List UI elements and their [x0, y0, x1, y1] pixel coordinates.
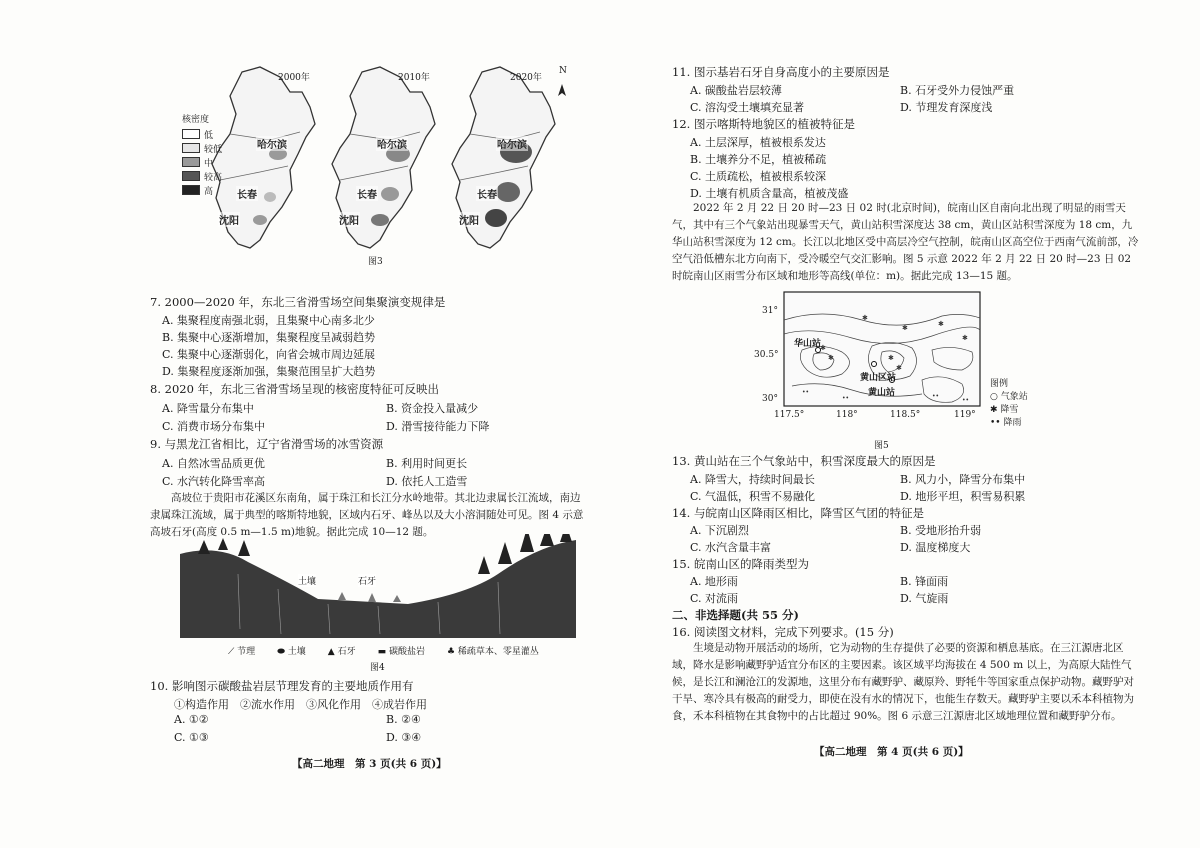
station-label-huangshan: 黄山站	[868, 388, 896, 398]
q8-option-d[interactable]: D. 滑雪接待能力下降	[386, 420, 490, 433]
svg-text:✱: ✱	[820, 344, 826, 352]
city-label-shenyang-3: 沈阳	[458, 212, 480, 227]
lat-label-30: 30°	[762, 394, 778, 404]
q13-option-d[interactable]: D. 地形平坦，积雪易积累	[900, 490, 1026, 503]
fig4-label-stone-tooth: 石牙	[358, 574, 376, 587]
legend-label: 碳酸盐岩	[388, 647, 425, 657]
q16-stem: 16. 阅读图文材料，完成下列要求。(15 分)	[672, 625, 894, 639]
legend-row-lower	[182, 141, 222, 155]
figure-5	[754, 290, 1012, 451]
q11-option-b[interactable]: B. 石牙受外力侵蚀严重	[900, 84, 1015, 97]
q8-option-c[interactable]: C. 消费市场分布集中	[162, 420, 266, 433]
svg-text:••: ••	[932, 393, 940, 400]
legend-row-high	[182, 183, 222, 197]
q9-option-c[interactable]: C. 水汽转化降雪率高	[162, 475, 266, 488]
figure-4	[178, 534, 578, 664]
q13-option-c[interactable]: C. 气温低，积雪不易融化	[690, 490, 816, 503]
q13-option-b[interactable]: B. 风力小，降雪分布集中	[900, 473, 1026, 486]
figure-3-caption: 图3	[368, 257, 383, 267]
figure-5-legend	[990, 376, 1028, 428]
city-label-harbin-2: 哈尔滨	[376, 136, 408, 151]
svg-text:✱: ✱	[862, 314, 868, 322]
q15-option-c[interactable]: C. 对流雨	[690, 592, 739, 605]
q10-option-a[interactable]: A. ①②	[174, 713, 209, 726]
q12-option-a[interactable]: A. 土层深厚，植被根系发达	[690, 136, 826, 149]
svg-text:✱: ✱	[896, 364, 902, 372]
legend-row-low	[182, 127, 222, 141]
legend-label: 节理	[237, 647, 256, 657]
map-year-2020: 2020年	[510, 73, 542, 83]
legend-label: 较高	[204, 172, 223, 183]
lon-label-119: 119°	[954, 410, 976, 420]
q9-option-b[interactable]: B. 利用时间更长	[386, 457, 468, 470]
q9-option-d[interactable]: D. 依托人工造雪	[386, 475, 468, 488]
legend-row-snow	[990, 402, 1028, 415]
legend-label: 较低	[204, 144, 223, 155]
city-label-shenyang-1: 沈阳	[218, 212, 240, 227]
q15-stem: 15. 皖南山区的降雨类型为	[672, 557, 809, 571]
svg-text:✱: ✱	[902, 324, 908, 332]
legend-title: 核密度	[182, 115, 210, 125]
map-year-2000: 2000年	[278, 73, 310, 83]
q15-option-b[interactable]: B. 锋面雨	[900, 575, 949, 588]
q10-option-b[interactable]: B. ②④	[386, 713, 421, 726]
q14-option-c[interactable]: C. 水汽含量丰富	[690, 541, 772, 554]
fig4-legend-joint	[228, 644, 255, 657]
city-label-harbin-3: 哈尔滨	[496, 136, 528, 151]
lat-label-30-5: 30.5°	[754, 350, 779, 360]
station-label-huangshanqu: 黄山区站	[860, 373, 897, 383]
joint-icon: ⟋	[228, 647, 238, 657]
figure-3-legend	[182, 112, 222, 197]
figure-5-caption: 图5	[874, 441, 889, 451]
lat-label-31: 31°	[762, 306, 778, 316]
fig4-legend-stone	[328, 644, 356, 657]
snow-icon: ✱	[990, 405, 1001, 415]
left-page-footer: 【高二地理 第 3 页(共 6 页)】	[292, 758, 447, 770]
city-label-harbin-1: 哈尔滨	[256, 136, 288, 151]
legend-swatch	[182, 129, 200, 139]
city-label-shenyang-2: 沈阳	[338, 212, 360, 227]
q12-option-d[interactable]: D. 土壤有机质含量高，植被茂盛	[690, 187, 849, 200]
q14-stem: 14. 与皖南山区降雨区相比，降雪区气团的特征是	[672, 506, 924, 520]
city-label-changchun-2: 长春	[356, 186, 378, 201]
legend-row-station	[990, 389, 1028, 402]
figure-5-map	[762, 290, 1012, 430]
legend-row-mid	[182, 155, 222, 169]
q12-option-b[interactable]: B. 土壤养分不足，植被稀疏	[690, 153, 827, 166]
q14-option-b[interactable]: B. 受地形抬升弱	[900, 524, 982, 537]
q7-option-c[interactable]: C. 集聚中心逐渐弱化，向省会城市周边延展	[162, 348, 376, 361]
q7-option-a[interactable]: A. 集聚程度南强北弱，且集聚中心南多北少	[162, 314, 375, 327]
svg-text:••: ••	[962, 397, 970, 404]
legend-label: 高	[204, 186, 214, 197]
soil-icon: ⬬	[277, 647, 288, 657]
legend-row-higher	[182, 169, 222, 183]
legend-swatch	[182, 157, 200, 167]
q12-stem: 12. 图示喀斯特地貌区的植被特征是	[672, 117, 855, 131]
q10-items: ①构造作用 ②流水作用 ③风化作用 ④成岩作用	[174, 698, 427, 711]
vegetation-icon: ♣	[446, 647, 458, 657]
q9-stem: 9. 与黑龙江省相比，辽宁省滑雪场的冰雪资源	[150, 437, 384, 451]
legend-swatch	[182, 171, 200, 181]
q8-stem: 8. 2020 年，东北三省滑雪场呈现的核密度特征可反映出	[150, 382, 440, 396]
svg-text:✱: ✱	[962, 334, 968, 342]
figure-4-diagram	[178, 534, 578, 644]
q8-option-b[interactable]: B. 资金投入量减少	[386, 402, 479, 415]
carbonate-rock-icon: ▬	[377, 647, 389, 657]
q13-stem: 13. 黄山站在三个气象站中，积雪深度最大的原因是	[672, 454, 936, 468]
q14-option-a[interactable]: A. 下沉剧烈	[690, 524, 749, 537]
lon-label-118-5: 118.5°	[890, 410, 921, 420]
q10-stem: 10. 影响图示碳酸盐岩层节理发育的主要地质作用有	[150, 679, 414, 693]
fig4-legend-vegetation	[447, 644, 539, 657]
svg-text:✱: ✱	[888, 354, 894, 362]
q7-stem: 7. 2000—2020 年，东北三省滑雪场空间集聚演变规律是	[150, 295, 446, 309]
svg-text:✱: ✱	[828, 354, 834, 362]
q7-option-b[interactable]: B. 集聚中心逐渐增加，集聚程度呈减弱趋势	[162, 331, 376, 344]
fig4-legend-carbonate	[378, 644, 425, 657]
stone-tooth-icon: ▲	[327, 647, 338, 657]
passage-wannan-snow: 2022 年 2 月 22 日 20 时—23 日 02 时(北京时间)，皖南山区自南向北出现了明显的雨雪天气，其中有三个气象站出现暴雪天气，黄山站积雪深度达 38 cm，黄山区站积雪深度为 18 cm，九华山站积雪深度为 12 cm。长江以北地区受中高层冷空气控制，皖南山区高空位于西南气流前部，冷空气沿低槽东北方向南下，受冷暖空气交汇影响。图 5 示意 2022 年 2 月 22 日 20 时—23 日 02 时皖南山区雨雪分布区域和地形等高线(单位：m)。据此完成 13—15 题。	[672, 202, 1139, 282]
svg-text:••: ••	[802, 389, 810, 396]
legend-label: 稀疏草本、零星灌丛	[457, 647, 539, 657]
legend-label: 降雨	[1003, 418, 1022, 428]
legend-swatch	[182, 185, 200, 195]
q10-option-c[interactable]: C. ①③	[174, 731, 209, 744]
lon-label-117-5: 117.5°	[774, 410, 805, 420]
legend-label: 中	[204, 158, 214, 169]
legend-label: 降雪	[1000, 405, 1019, 415]
right-page-footer: 【高二地理 第 4 页(共 6 页)】	[814, 746, 969, 758]
station-label-jiuhuashan: 华山站	[794, 339, 822, 349]
city-label-changchun-3: 长春	[476, 186, 498, 201]
legend-label: 气象站	[1000, 392, 1028, 402]
svg-text:✱: ✱	[938, 320, 944, 328]
station-icon: ○	[990, 392, 1001, 402]
fig4-label-soil: 土壤	[298, 574, 316, 587]
q9-option-a[interactable]: A. 自然冰雪品质更优	[162, 457, 265, 470]
legend-label: 低	[204, 130, 214, 141]
north-label: N	[559, 66, 567, 76]
legend-swatch	[182, 143, 200, 153]
legend-row-rain	[990, 415, 1028, 428]
q11-option-d[interactable]: D. 节理发育深度浅	[900, 101, 993, 114]
q11-option-c[interactable]: C. 溶沟受土壤填充显著	[690, 101, 805, 114]
legend-label: 石牙	[337, 647, 356, 657]
figure-4-caption: 图4	[370, 663, 385, 673]
north-arrow-icon	[558, 84, 566, 96]
q15-option-a[interactable]: A. 地形雨	[690, 575, 738, 588]
legend-title: 图例	[990, 379, 1009, 389]
lon-label-118: 118°	[836, 410, 858, 420]
passage-gaopo: 高坡位于贵阳市花溪区东南角，属于珠江和长江分水岭地带。其北边隶属长江流域，南边隶属珠江流域，属于典型的喀斯特地貌，区域内石牙、峰丛以及大小溶洞随处可见。图 4 示意高坡石牙(高度 0.5 m—1.5 m)地貌。据此完成 10—12 题。	[150, 492, 584, 538]
q16-material: 生境是动物开展活动的场所，它为动物的生存提供了必要的资源和栖息基底。在三江源唐北区域，降水是影响藏野驴适宜分布区的主要因素。该区域平均海拔在 4 500 m 以上，为高原大陆性气候，是长江和澜沧江的发源地，这里分布有藏野驴、藏原羚、野牦牛等国家重点保护动物。藏野驴对干旱、寒冷具有极高的耐受力，即使在没有水的情况下，也能生存数天。藏野驴主要以禾本科植物为食，禾本科植物在其食物中的占比超过 90%。图 6 示意三江源唐北区域地理位置和藏野驴分布。	[672, 642, 1134, 722]
q15-option-d[interactable]: D. 气旋雨	[900, 592, 949, 605]
map-year-2010: 2010年	[398, 73, 430, 83]
q12-option-c[interactable]: C. 土质疏松，植被根系较深	[690, 170, 827, 183]
q7-option-d[interactable]: D. 集聚程度逐渐加强，集聚范围呈扩大趋势	[162, 365, 376, 378]
q8-option-a[interactable]: A. 降雪量分布集中	[162, 402, 254, 415]
section-2-heading: 二、非选择题(共 55 分)	[672, 608, 799, 622]
city-label-changchun-1: 长春	[236, 186, 258, 201]
figure-4-legend	[228, 644, 539, 657]
q10-option-d[interactable]: D. ③④	[386, 731, 422, 744]
q11-option-a[interactable]: A. 碳酸盐岩层较薄	[690, 84, 782, 97]
q11-stem: 11. 图示基岩石牙自身高度小的主要原因是	[672, 65, 890, 79]
fig4-legend-soil	[277, 644, 306, 657]
svg-text:••: ••	[842, 395, 850, 402]
q13-option-a[interactable]: A. 降雪大，持续时间最长	[690, 473, 815, 486]
q14-option-d[interactable]: D. 温度梯度大	[900, 541, 971, 554]
legend-label: 土壤	[287, 647, 306, 657]
right-page	[600, 0, 1200, 848]
rain-icon: ••	[990, 418, 1004, 428]
